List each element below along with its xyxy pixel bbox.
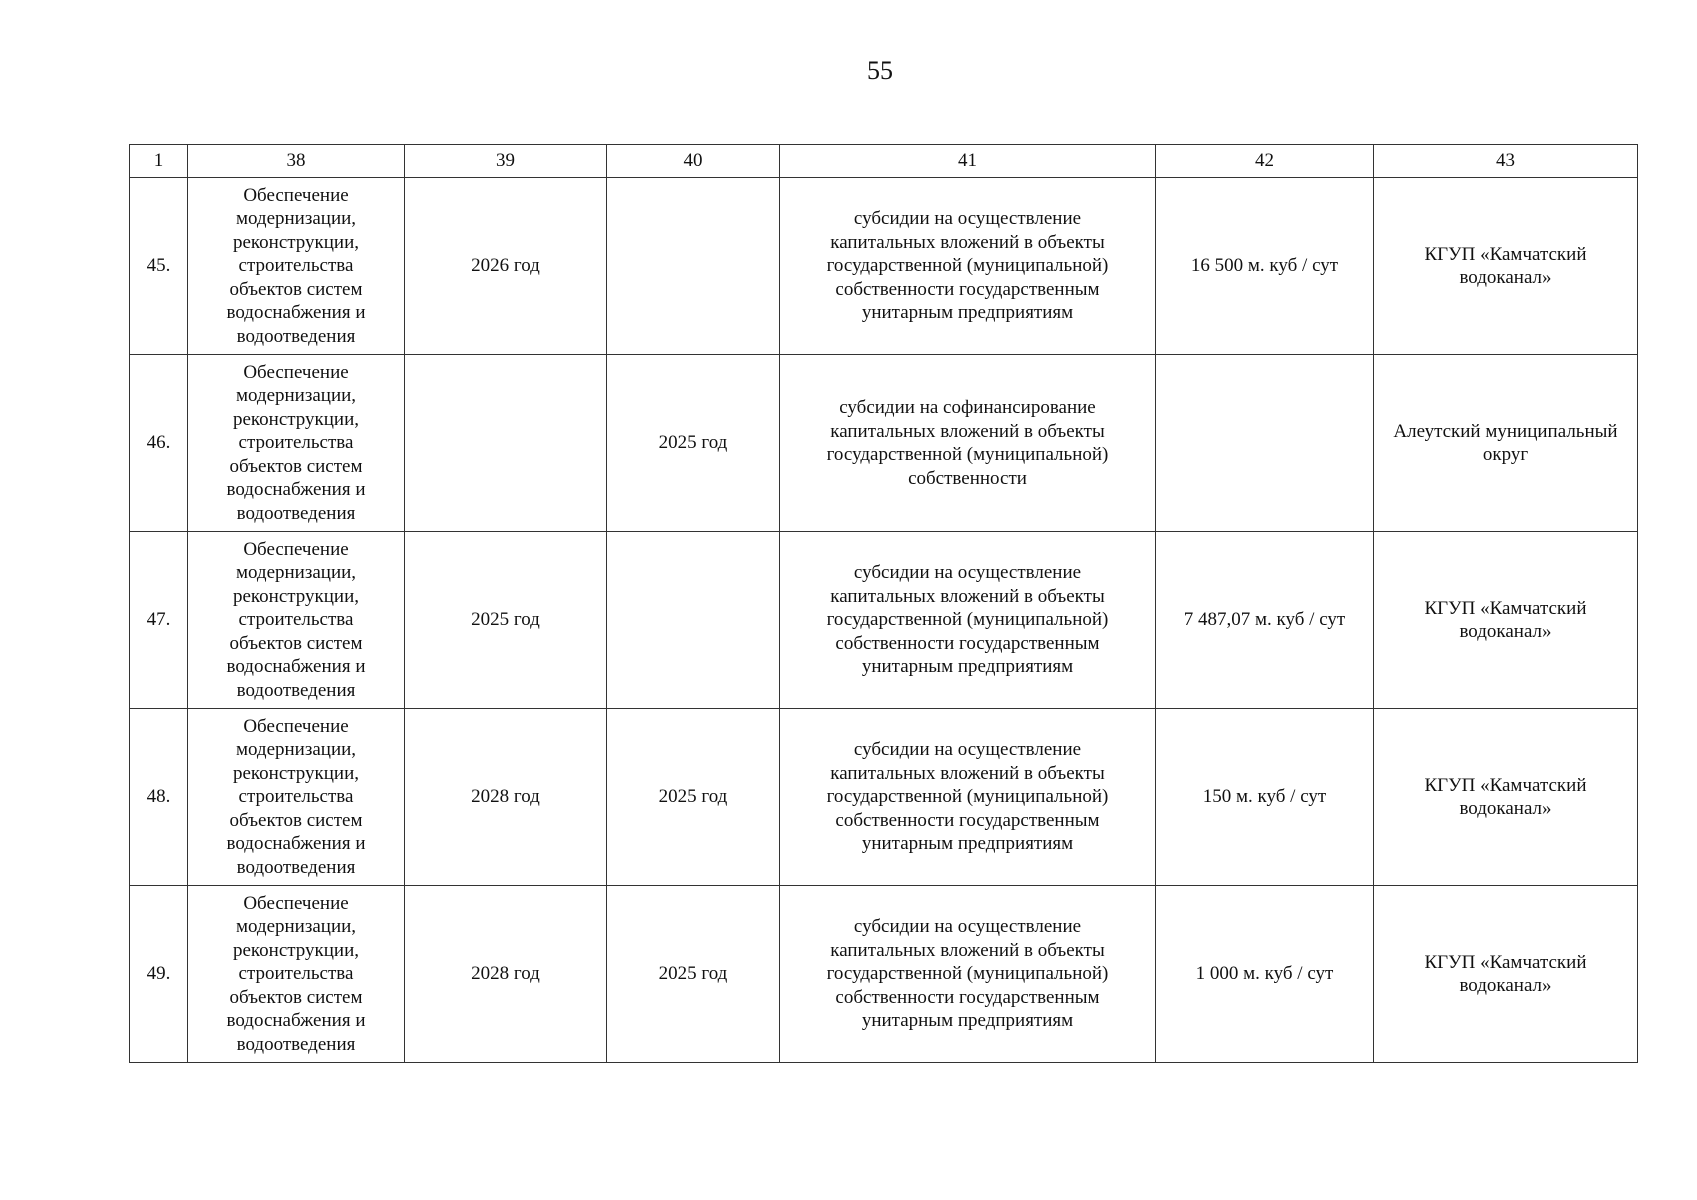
table-row <box>130 178 1638 355</box>
subsidy-type-cell: субсидии на осуществление капитальных вложений в объекты государственной (муниципальной) собственности государственным унитарным предприятиям <box>780 532 1156 709</box>
column-header: 40 <box>607 145 780 178</box>
column-header: 39 <box>405 145 607 178</box>
year-cell-40: 2025 год <box>607 355 780 532</box>
subsidy-type-cell: субсидии на осуществление капитальных вложений в объекты государственной (муниципальной) собственности государственным унитарным предприятиям <box>780 886 1156 1063</box>
page-number: 55 <box>867 56 893 85</box>
year-cell-39: 2028 год <box>405 709 607 886</box>
row-number: 49. <box>130 886 188 1063</box>
year-cell-39: 2028 год <box>405 886 607 1063</box>
measure-name-cell: Обеспечение модернизации, реконструкции, строительства объектов систем водоснабжения и водоотведения <box>188 355 405 532</box>
subsidy-type-cell: субсидии на осуществление капитальных вложений в объекты государственной (муниципальной) собственности государственным унитарным предприятиям <box>780 709 1156 886</box>
measure-name-cell: Обеспечение модернизации, реконструкции, строительства объектов систем водоснабжения и водоотведения <box>188 709 405 886</box>
subsidy-type-cell: субсидии на осуществление капитальных вложений в объекты государственной (муниципальной) собственности государственным унитарным предприятиям <box>780 178 1156 355</box>
header-row <box>130 145 1638 178</box>
recipient-cell: КГУП «Камчатский водоканал» <box>1374 709 1638 886</box>
column-header: 43 <box>1374 145 1638 178</box>
capacity-cell: 7 487,07 м. куб / сут <box>1156 532 1374 709</box>
column-header: 42 <box>1156 145 1374 178</box>
table-row <box>130 532 1638 709</box>
year-cell-40: 2025 год <box>607 886 780 1063</box>
year-cell-40 <box>607 532 780 709</box>
recipient-cell: КГУП «Камчатский водоканал» <box>1374 532 1638 709</box>
recipient-cell: КГУП «Камчатский водоканал» <box>1374 886 1638 1063</box>
year-cell-40 <box>607 178 780 355</box>
table-row <box>130 355 1638 532</box>
column-header: 1 <box>130 145 188 178</box>
year-cell-40: 2025 год <box>607 709 780 886</box>
year-cell-39 <box>405 355 607 532</box>
row-number: 45. <box>130 178 188 355</box>
capacity-cell: 1 000 м. куб / сут <box>1156 886 1374 1063</box>
capacity-cell <box>1156 355 1374 532</box>
measure-name-cell: Обеспечение модернизации, реконструкции, строительства объектов систем водоснабжения и водоотведения <box>188 886 405 1063</box>
recipient-cell: КГУП «Камчатский водоканал» <box>1374 178 1638 355</box>
subsidy-type-cell: субсидии на софинансирование капитальных вложений в объекты государственной (муниципальной) собственности <box>780 355 1156 532</box>
row-number: 46. <box>130 355 188 532</box>
row-number: 48. <box>130 709 188 886</box>
year-cell-39: 2025 год <box>405 532 607 709</box>
column-header: 38 <box>188 145 405 178</box>
recipient-cell: Алеутский муниципальный округ <box>1374 355 1638 532</box>
data-table <box>129 144 1638 1063</box>
measure-name-cell: Обеспечение модернизации, реконструкции, строительства объектов систем водоснабжения и водоотведения <box>188 178 405 355</box>
column-header: 41 <box>780 145 1156 178</box>
measure-name-cell: Обеспечение модернизации, реконструкции, строительства объектов систем водоснабжения и водоотведения <box>188 532 405 709</box>
row-number: 47. <box>130 532 188 709</box>
capacity-cell: 150 м. куб / сут <box>1156 709 1374 886</box>
year-cell-39: 2026 год <box>405 178 607 355</box>
capacity-cell: 16 500 м. куб / сут <box>1156 178 1374 355</box>
table-row <box>130 886 1638 1063</box>
table-row <box>130 709 1638 886</box>
